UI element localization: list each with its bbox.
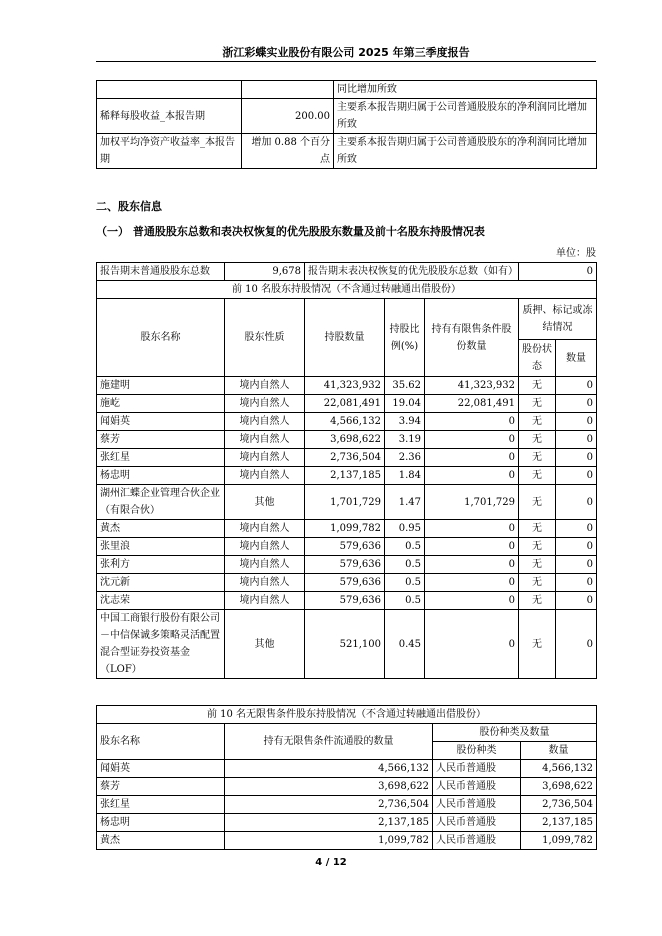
holder-status: 无 bbox=[519, 449, 556, 467]
holder-name: 施屹 bbox=[97, 395, 225, 413]
holder-count: 0 bbox=[556, 377, 597, 395]
holder-restricted: 0 bbox=[425, 610, 519, 679]
holder-nature: 其他 bbox=[225, 610, 305, 679]
holder-name: 闻娟英 bbox=[97, 413, 225, 431]
col-header-kind-group: 股份种类及数量 bbox=[433, 724, 597, 742]
holder-name: 张红星 bbox=[97, 449, 225, 467]
table-row bbox=[97, 413, 597, 431]
col-header-name: 股东名称 bbox=[97, 299, 225, 377]
desc-cell: 同比增加所致 bbox=[334, 81, 597, 99]
holder-ratio: 35.62 bbox=[385, 377, 425, 395]
holder-count: 0 bbox=[556, 610, 597, 679]
table-row bbox=[97, 778, 597, 796]
holder-name: 湖州汇蝶企业管理合伙企业（有限合伙） bbox=[97, 485, 225, 520]
holder-qty: 579,636 bbox=[305, 538, 385, 556]
page-number: 4 / 12 bbox=[315, 857, 347, 868]
holder-name: 蔡芳 bbox=[97, 431, 225, 449]
unrestricted-title: 前 10 名无限售条件股东持股情况（不含通过转融通出借股份） bbox=[97, 706, 597, 724]
holder-name: 杨忠明 bbox=[97, 467, 225, 485]
table-row bbox=[97, 832, 597, 850]
holder-ratio: 1.84 bbox=[385, 467, 425, 485]
holder-ratio: 3.19 bbox=[385, 431, 425, 449]
pref-holders-value: 0 bbox=[519, 263, 597, 281]
table-row bbox=[97, 814, 597, 832]
holder-status: 无 bbox=[519, 592, 556, 610]
unit-label: 单位：股 bbox=[556, 248, 596, 259]
table-row bbox=[97, 99, 597, 134]
header-row bbox=[97, 724, 597, 742]
col-header-kind: 股份种类 bbox=[433, 742, 521, 760]
holder-ratio: 0.5 bbox=[385, 556, 425, 574]
table-row bbox=[97, 431, 597, 449]
col-header-count: 数量 bbox=[521, 742, 597, 760]
holder-qty: 22,081,491 bbox=[305, 395, 385, 413]
holder-qty: 41,323,932 bbox=[305, 377, 385, 395]
col-header-count: 数量 bbox=[556, 340, 597, 377]
unres-count: 2,736,504 bbox=[521, 796, 597, 814]
sub-section-heading: （一） 普通股股东总数和表决权恢复的优先股股东数量及前十名股东持股情况表 bbox=[96, 225, 485, 238]
header-rule bbox=[96, 61, 596, 62]
holder-name: 沈志荣 bbox=[97, 592, 225, 610]
holder-status: 无 bbox=[519, 431, 556, 449]
holder-status: 无 bbox=[519, 413, 556, 431]
metric-desc: 主要系本报告期归属于公司普通股股东的净利润同比增加所致 bbox=[334, 134, 597, 169]
table-row bbox=[97, 467, 597, 485]
holder-count: 0 bbox=[556, 485, 597, 520]
col-header-qty: 持股数量 bbox=[305, 299, 385, 377]
col-header-nature: 股东性质 bbox=[225, 299, 305, 377]
unres-kind: 人民币普通股 bbox=[433, 832, 521, 850]
holder-status: 无 bbox=[519, 556, 556, 574]
table-row bbox=[97, 538, 597, 556]
holder-qty: 579,636 bbox=[305, 574, 385, 592]
holder-restricted: 1,701,729 bbox=[425, 485, 519, 520]
table-row bbox=[97, 760, 597, 778]
top-metrics-table bbox=[96, 80, 597, 169]
unres-qty: 2,137,185 bbox=[225, 814, 433, 832]
unres-count: 4,566,132 bbox=[521, 760, 597, 778]
holder-nature: 境内自然人 bbox=[225, 377, 305, 395]
unres-name: 蔡芳 bbox=[97, 778, 225, 796]
unres-name: 杨忠明 bbox=[97, 814, 225, 832]
metric-value: 200.00 bbox=[242, 99, 334, 134]
holder-status: 无 bbox=[519, 610, 556, 679]
holder-nature: 其他 bbox=[225, 485, 305, 520]
table-row bbox=[97, 263, 597, 281]
holder-name: 张里浪 bbox=[97, 538, 225, 556]
unres-name: 闻娟英 bbox=[97, 760, 225, 778]
table-row bbox=[97, 377, 597, 395]
holder-ratio: 1.47 bbox=[385, 485, 425, 520]
holder-status: 无 bbox=[519, 467, 556, 485]
total-holders-value: 9,678 bbox=[225, 263, 305, 281]
holder-name: 沈元新 bbox=[97, 574, 225, 592]
holder-count: 0 bbox=[556, 431, 597, 449]
unres-kind: 人民币普通股 bbox=[433, 760, 521, 778]
metric-desc: 主要系本报告期归属于公司普通股股东的净利润同比增加所致 bbox=[334, 99, 597, 134]
holder-qty: 521,100 bbox=[305, 610, 385, 679]
unres-qty: 1,099,782 bbox=[225, 832, 433, 850]
metric-value: 增加 0.88 个百分点 bbox=[242, 134, 334, 169]
holder-restricted: 22,081,491 bbox=[425, 395, 519, 413]
shareholders-table bbox=[96, 262, 597, 679]
table-row bbox=[97, 706, 597, 724]
holder-restricted: 0 bbox=[425, 556, 519, 574]
table-row bbox=[97, 796, 597, 814]
table-row bbox=[97, 81, 597, 99]
holder-restricted: 0 bbox=[425, 413, 519, 431]
table-row bbox=[97, 134, 597, 169]
top10-title: 前 10 名股东持股情况（不含通过转融通出借股份） bbox=[97, 281, 597, 299]
holder-nature: 境内自然人 bbox=[225, 592, 305, 610]
header-row bbox=[97, 299, 597, 340]
holder-restricted: 0 bbox=[425, 538, 519, 556]
holder-ratio: 0.5 bbox=[385, 592, 425, 610]
holder-restricted: 0 bbox=[425, 467, 519, 485]
table-row bbox=[97, 395, 597, 413]
unres-name: 黄杰 bbox=[97, 832, 225, 850]
holder-ratio: 0.45 bbox=[385, 610, 425, 679]
metric-label: 稀释每股收益_本报告期 bbox=[97, 99, 242, 134]
unres-count: 3,698,622 bbox=[521, 778, 597, 796]
holder-nature: 境内自然人 bbox=[225, 556, 305, 574]
holder-restricted: 0 bbox=[425, 431, 519, 449]
holder-nature: 境内自然人 bbox=[225, 574, 305, 592]
unres-kind: 人民币普通股 bbox=[433, 814, 521, 832]
holder-ratio: 0.5 bbox=[385, 574, 425, 592]
holder-count: 0 bbox=[556, 395, 597, 413]
holder-count: 0 bbox=[556, 520, 597, 538]
table-row bbox=[97, 281, 597, 299]
table-row bbox=[97, 449, 597, 467]
holder-restricted: 41,323,932 bbox=[425, 377, 519, 395]
unres-qty: 4,566,132 bbox=[225, 760, 433, 778]
holders-body bbox=[97, 377, 597, 679]
holder-status: 无 bbox=[519, 538, 556, 556]
holder-qty: 4,566,132 bbox=[305, 413, 385, 431]
table-row bbox=[97, 592, 597, 610]
pref-holders-label: 报告期末表决权恢复的优先股股东总数（如有） bbox=[305, 263, 519, 281]
unres-qty: 2,736,504 bbox=[225, 796, 433, 814]
holder-qty: 579,636 bbox=[305, 592, 385, 610]
holder-name: 中国工商银行股份有限公司－中信保诚多策略灵活配置混合型证券投资基金（LOF） bbox=[97, 610, 225, 679]
holder-restricted: 0 bbox=[425, 592, 519, 610]
holder-count: 0 bbox=[556, 556, 597, 574]
holder-count: 0 bbox=[556, 467, 597, 485]
unres-count: 1,099,782 bbox=[521, 832, 597, 850]
total-holders-label: 报告期末普通股股东总数 bbox=[97, 263, 225, 281]
holder-name: 施建明 bbox=[97, 377, 225, 395]
holder-qty: 2,137,185 bbox=[305, 467, 385, 485]
table-row bbox=[97, 485, 597, 520]
table-row bbox=[97, 610, 597, 679]
page-header: 浙江彩蝶实业股份有限公司 2025 年第三季度报告 bbox=[222, 46, 470, 59]
col-header-qty: 持有无限售条件流通股的数量 bbox=[225, 724, 433, 760]
holder-count: 0 bbox=[556, 413, 597, 431]
table-row bbox=[97, 520, 597, 538]
holder-qty: 1,701,729 bbox=[305, 485, 385, 520]
holder-nature: 境内自然人 bbox=[225, 449, 305, 467]
holder-qty: 2,736,504 bbox=[305, 449, 385, 467]
holder-name: 张利方 bbox=[97, 556, 225, 574]
col-header-pledge: 质押、标记或冻结情况 bbox=[519, 299, 597, 340]
holder-count: 0 bbox=[556, 449, 597, 467]
metric-label: 加权平均净资产收益率_本报告期 bbox=[97, 134, 242, 169]
holder-name: 黄杰 bbox=[97, 520, 225, 538]
unres-kind: 人民币普通股 bbox=[433, 796, 521, 814]
unrestricted-body bbox=[97, 760, 597, 850]
holder-status: 无 bbox=[519, 485, 556, 520]
section-heading: 二、股东信息 bbox=[96, 200, 162, 213]
holder-status: 无 bbox=[519, 520, 556, 538]
unres-name: 张红星 bbox=[97, 796, 225, 814]
col-header-name: 股东名称 bbox=[97, 724, 225, 760]
holder-ratio: 2.36 bbox=[385, 449, 425, 467]
holder-status: 无 bbox=[519, 377, 556, 395]
table-row bbox=[97, 556, 597, 574]
col-header-restricted: 持有有限售条件股份数量 bbox=[425, 299, 519, 377]
holder-ratio: 0.5 bbox=[385, 538, 425, 556]
holder-nature: 境内自然人 bbox=[225, 431, 305, 449]
holder-restricted: 0 bbox=[425, 449, 519, 467]
unres-kind: 人民币普通股 bbox=[433, 778, 521, 796]
unres-qty: 3,698,622 bbox=[225, 778, 433, 796]
holder-count: 0 bbox=[556, 538, 597, 556]
table-row bbox=[97, 574, 597, 592]
holder-qty: 579,636 bbox=[305, 556, 385, 574]
holder-restricted: 0 bbox=[425, 574, 519, 592]
holder-restricted: 0 bbox=[425, 520, 519, 538]
unres-count: 2,137,185 bbox=[521, 814, 597, 832]
holder-nature: 境内自然人 bbox=[225, 520, 305, 538]
holder-nature: 境内自然人 bbox=[225, 395, 305, 413]
holder-count: 0 bbox=[556, 574, 597, 592]
col-header-status: 股份状态 bbox=[519, 340, 556, 377]
holder-count: 0 bbox=[556, 592, 597, 610]
holder-status: 无 bbox=[519, 574, 556, 592]
holder-nature: 境内自然人 bbox=[225, 413, 305, 431]
holder-ratio: 0.95 bbox=[385, 520, 425, 538]
holder-qty: 1,099,782 bbox=[305, 520, 385, 538]
holder-status: 无 bbox=[519, 395, 556, 413]
unrestricted-table bbox=[96, 705, 597, 850]
holder-ratio: 19.04 bbox=[385, 395, 425, 413]
col-header-ratio: 持股比例(%) bbox=[385, 299, 425, 377]
holder-nature: 境内自然人 bbox=[225, 538, 305, 556]
holder-qty: 3,698,622 bbox=[305, 431, 385, 449]
holder-ratio: 3.94 bbox=[385, 413, 425, 431]
holder-nature: 境内自然人 bbox=[225, 467, 305, 485]
